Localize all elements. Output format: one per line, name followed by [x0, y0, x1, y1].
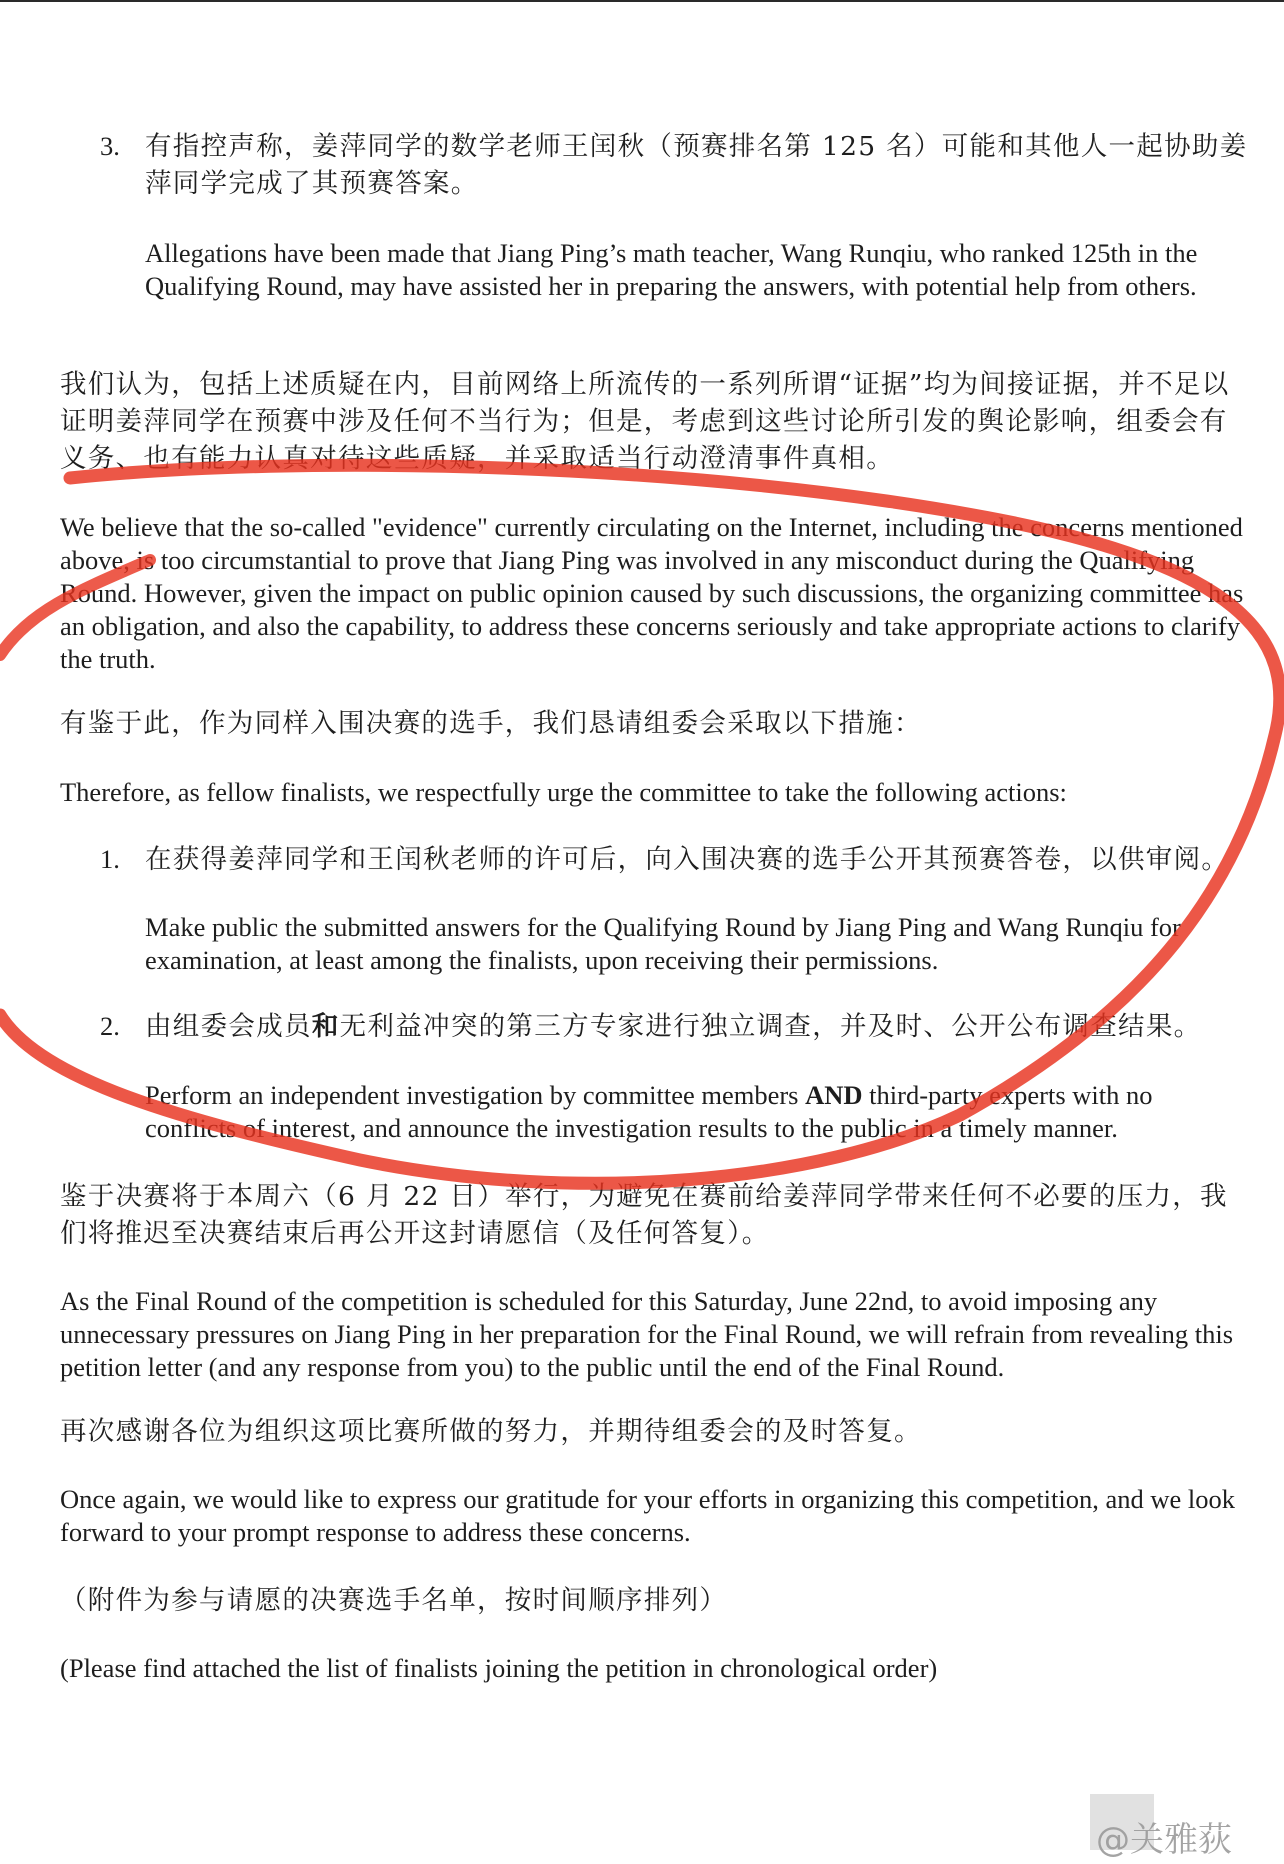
- action-2-chinese-bold: 和: [311, 1011, 340, 1042]
- belief-english: We believe that the so-called "evidence" currently circulating on the Internet, including the concerns mentioned above, is too circumstantial to prove that Jiang Ping was involved in any misconduct during the Qualifying Round. However, given the impact on public opinion caused by such discussions, the organizing committee has an obligation, and also the capability, to address these concerns seriously and take appropriate actions to clarify the truth.: [60, 512, 1244, 674]
- action-2-chinese-part2: 无利益冲突的第三方专家进行独立调查，并及时、公开公布调查结果。: [339, 1011, 1202, 1042]
- action-2-english: [145, 1079, 1250, 1145]
- belief-chinese: 我们认为，包括上述质疑在内，目前网络上所流传的一系列所谓“证据”均为间接证据，并不足以证明姜萍同学在预赛中涉及任何不当行为；但是，考虑到这些讨论所引发的舆论影响，组委会有义务、也有能力认真对待这些质疑，并采取适当行动澄清事件真相。: [60, 369, 1230, 474]
- action-2-chinese: [145, 1008, 1250, 1045]
- action-1-chinese: 在获得姜萍同学和王闰秋老师的许可后，向入围决赛的选手公开其预赛答卷，以供审阅。: [145, 844, 1230, 875]
- thanks-chinese: 再次感谢各位为组织这项比赛所做的努力，并期待组委会的及时答复。: [60, 1416, 922, 1447]
- action-2-english-part1: Perform an independent investigation by committee members: [145, 1080, 806, 1110]
- action-2-number: 2.: [100, 1011, 120, 1041]
- action-2-english-part2: third-party experts with no conflicts of interest, and announce the investigation results to the public in a timely manner.: [145, 1080, 1153, 1143]
- action-2-english-bold: AND: [805, 1080, 863, 1110]
- action-2-chinese-part1: 由组委会成员: [145, 1011, 312, 1042]
- item-3-english: Allegations have been made that Jiang Ping’s math teacher, Wang Runqiu, who ranked 125th in the Qualifying Round, may have assisted her in preparing the answers, with potential help from others.: [145, 238, 1198, 301]
- action-1-english: Make public the submitted answers for the Qualifying Round by Jiang Ping and Wang Runqiu for examination, at least among the finalists, upon receiving their permissions.: [145, 912, 1181, 975]
- attachment-english: (Please find attached the list of finalists joining the petition in chronological order): [60, 1653, 938, 1683]
- attachment-chinese: （附件为参与请愿的决赛选手名单，按时间顺序排列）: [60, 1585, 728, 1616]
- thanks-english: Once again, we would like to express our gratitude for your efforts in organizing this competition, and we look forward to your prompt response to address these concerns.: [60, 1484, 1236, 1547]
- therefore-english: Therefore, as fellow finalists, we respectfully urge the committee to take the following actions:: [60, 777, 1067, 807]
- weibo-watermark: @关雅荻: [1096, 1820, 1232, 1860]
- therefore-chinese: 有鉴于此，作为同样入围决赛的选手，我们恳请组委会采取以下措施：: [60, 708, 922, 739]
- final-round-chinese: 鉴于决赛将于本周六（6 月 22 日）举行，为避免在赛前给姜萍同学带来任何不必要的压力，我们将推迟至决赛结束后再公开这封请愿信（及任何答复）。: [60, 1181, 1228, 1249]
- item-3-chinese: 有指控声称，姜萍同学的数学老师王闰秋（预赛排名第 125 名）可能和其他人一起协助姜萍同学完成了其预赛答案。: [145, 131, 1248, 199]
- final-round-english: As the Final Round of the competition is scheduled for this Saturday, June 22nd, to avoid imposing any unnecessary pressures on Jiang Ping in her preparation for the Final Round, we will refrain from revealing this petition letter (and any response from you) to the public until the end of the Final Round.: [60, 1286, 1234, 1382]
- action-1-number: 1.: [100, 844, 120, 874]
- item-3-number: 3.: [100, 131, 120, 161]
